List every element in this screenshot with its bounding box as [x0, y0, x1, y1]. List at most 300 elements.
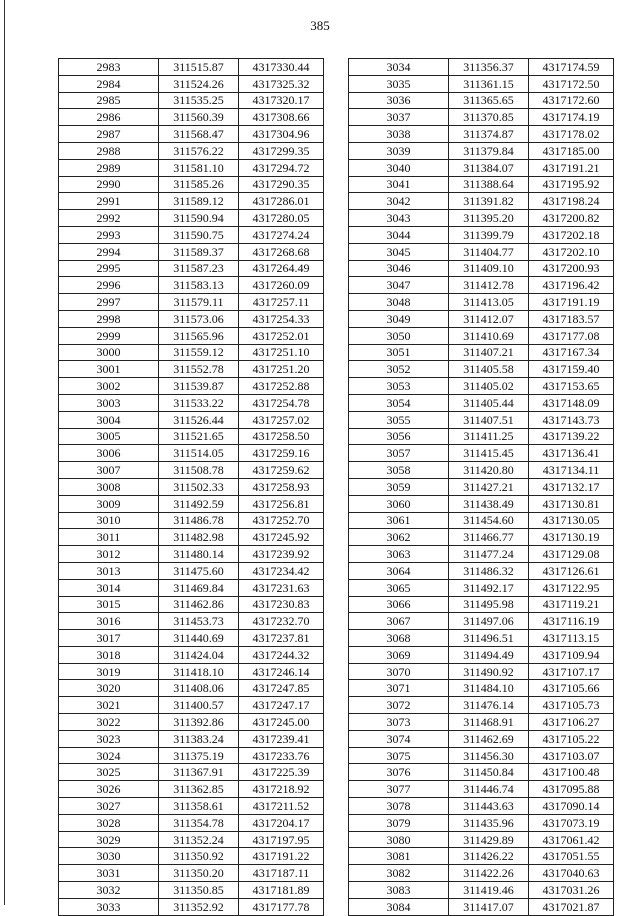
- point-number-cell: 3051: [349, 344, 449, 361]
- y-coordinate-cell: 4317258.93: [239, 478, 324, 495]
- point-number-cell: 3055: [349, 411, 449, 428]
- x-coordinate-cell: 311411.25: [449, 428, 529, 445]
- table-row: [59, 75, 324, 92]
- table-row: [59, 596, 324, 613]
- y-coordinate-cell: 4317191.19: [529, 294, 614, 311]
- table-row: [349, 697, 614, 714]
- table-row: [59, 680, 324, 697]
- x-coordinate-cell: 311405.58: [449, 361, 529, 378]
- y-coordinate-cell: 4317233.76: [239, 747, 324, 764]
- x-coordinate-cell: 311497.06: [449, 613, 529, 630]
- table-row: [349, 176, 614, 193]
- y-coordinate-cell: 4317122.95: [529, 579, 614, 596]
- point-number-cell: 3072: [349, 697, 449, 714]
- x-coordinate-cell: 311496.51: [449, 630, 529, 647]
- y-coordinate-cell: 4317254.78: [239, 394, 324, 411]
- y-coordinate-cell: 4317187.11: [239, 865, 324, 882]
- x-coordinate-cell: 311400.57: [159, 697, 239, 714]
- x-coordinate-cell: 311438.49: [449, 495, 529, 512]
- point-number-cell: 3076: [349, 764, 449, 781]
- x-coordinate-cell: 311456.30: [449, 747, 529, 764]
- point-number-cell: 3042: [349, 193, 449, 210]
- y-coordinate-cell: 4317051.55: [529, 848, 614, 865]
- y-coordinate-cell: 4317247.17: [239, 697, 324, 714]
- x-coordinate-cell: 311502.33: [159, 478, 239, 495]
- y-coordinate-cell: 4317256.81: [239, 495, 324, 512]
- x-coordinate-cell: 311560.39: [159, 109, 239, 126]
- y-coordinate-cell: 4317245.00: [239, 714, 324, 731]
- table-row: [59, 411, 324, 428]
- x-coordinate-cell: 311490.92: [449, 663, 529, 680]
- point-number-cell: 3069: [349, 646, 449, 663]
- point-number-cell: 3021: [59, 697, 159, 714]
- x-coordinate-cell: 311352.24: [159, 831, 239, 848]
- x-coordinate-cell: 311590.94: [159, 210, 239, 227]
- point-number-cell: 3003: [59, 394, 159, 411]
- table-row: [59, 546, 324, 563]
- y-coordinate-cell: 4317286.01: [239, 193, 324, 210]
- x-coordinate-cell: 311469.84: [159, 579, 239, 596]
- point-number-cell: 2987: [59, 126, 159, 143]
- table-row: [59, 277, 324, 294]
- point-number-cell: 3016: [59, 613, 159, 630]
- table-row: [59, 176, 324, 193]
- x-coordinate-cell: 311576.22: [159, 142, 239, 159]
- y-coordinate-cell: 4317308.66: [239, 109, 324, 126]
- point-number-cell: 3034: [349, 59, 449, 76]
- x-coordinate-cell: 311568.47: [159, 126, 239, 143]
- point-number-cell: 2988: [59, 142, 159, 159]
- table-row: [349, 75, 614, 92]
- point-number-cell: 3061: [349, 512, 449, 529]
- x-coordinate-cell: 311391.82: [449, 193, 529, 210]
- x-coordinate-cell: 311429.89: [449, 831, 529, 848]
- y-coordinate-cell: 4317174.59: [529, 59, 614, 76]
- y-coordinate-cell: 4317202.18: [529, 226, 614, 243]
- y-coordinate-cell: 4317254.33: [239, 310, 324, 327]
- coordinates-table-right: [348, 58, 614, 916]
- y-coordinate-cell: 4317247.85: [239, 680, 324, 697]
- table-row: [59, 59, 324, 76]
- x-coordinate-cell: 311404.77: [449, 243, 529, 260]
- x-coordinate-cell: 311581.10: [159, 159, 239, 176]
- table-row: [59, 361, 324, 378]
- y-coordinate-cell: 4317116.19: [529, 613, 614, 630]
- point-number-cell: 3059: [349, 478, 449, 495]
- x-coordinate-cell: 311590.75: [159, 226, 239, 243]
- x-coordinate-cell: 311362.85: [159, 781, 239, 798]
- x-coordinate-cell: 311392.86: [159, 714, 239, 731]
- point-number-cell: 3001: [59, 361, 159, 378]
- x-coordinate-cell: 311352.92: [159, 898, 239, 915]
- x-coordinate-cell: 311407.21: [449, 344, 529, 361]
- table-row: [59, 327, 324, 344]
- table-row: [59, 478, 324, 495]
- x-coordinate-cell: 311492.59: [159, 495, 239, 512]
- point-number-cell: 3014: [59, 579, 159, 596]
- point-number-cell: 3047: [349, 277, 449, 294]
- y-coordinate-cell: 4317031.26: [529, 882, 614, 899]
- x-coordinate-cell: 311388.64: [449, 176, 529, 193]
- y-coordinate-cell: 4317230.83: [239, 596, 324, 613]
- table-row: [349, 546, 614, 563]
- table-row: [349, 512, 614, 529]
- y-coordinate-cell: 4317130.05: [529, 512, 614, 529]
- x-coordinate-cell: 311585.26: [159, 176, 239, 193]
- y-coordinate-cell: 4317320.17: [239, 92, 324, 109]
- table-row: [59, 781, 324, 798]
- x-coordinate-cell: 311418.10: [159, 663, 239, 680]
- table-row: [349, 865, 614, 882]
- table-row: [349, 798, 614, 815]
- point-number-cell: 3028: [59, 814, 159, 831]
- table-row: [59, 512, 324, 529]
- y-coordinate-cell: 4317109.94: [529, 646, 614, 663]
- x-coordinate-cell: 311468.91: [449, 714, 529, 731]
- table-row: [59, 764, 324, 781]
- point-number-cell: 3005: [59, 428, 159, 445]
- point-number-cell: 3030: [59, 848, 159, 865]
- table-row: [349, 898, 614, 915]
- y-coordinate-cell: 4317073.19: [529, 814, 614, 831]
- x-coordinate-cell: 311422.26: [449, 865, 529, 882]
- x-coordinate-cell: 311462.69: [449, 730, 529, 747]
- x-coordinate-cell: 311420.80: [449, 462, 529, 479]
- x-coordinate-cell: 311494.49: [449, 646, 529, 663]
- y-coordinate-cell: 4317251.10: [239, 344, 324, 361]
- point-number-cell: 2999: [59, 327, 159, 344]
- y-coordinate-cell: 4317159.40: [529, 361, 614, 378]
- y-coordinate-cell: 4317202.10: [529, 243, 614, 260]
- y-coordinate-cell: 4317264.49: [239, 260, 324, 277]
- x-coordinate-cell: 311587.23: [159, 260, 239, 277]
- y-coordinate-cell: 4317191.21: [529, 159, 614, 176]
- table-row: [59, 445, 324, 462]
- y-coordinate-cell: 4317178.02: [529, 126, 614, 143]
- x-coordinate-cell: 311535.25: [159, 92, 239, 109]
- point-number-cell: 2993: [59, 226, 159, 243]
- point-number-cell: 3017: [59, 630, 159, 647]
- x-coordinate-cell: 311524.26: [159, 75, 239, 92]
- point-number-cell: 3023: [59, 730, 159, 747]
- x-coordinate-cell: 311419.46: [449, 882, 529, 899]
- x-coordinate-cell: 311379.84: [449, 142, 529, 159]
- table-row: [349, 277, 614, 294]
- y-coordinate-cell: 4317290.35: [239, 176, 324, 193]
- point-number-cell: 2992: [59, 210, 159, 227]
- x-coordinate-cell: 311440.69: [159, 630, 239, 647]
- point-number-cell: 3039: [349, 142, 449, 159]
- table-row: [349, 260, 614, 277]
- table-row: [59, 243, 324, 260]
- x-coordinate-cell: 311462.86: [159, 596, 239, 613]
- y-coordinate-cell: 4317174.19: [529, 109, 614, 126]
- x-coordinate-cell: 311410.69: [449, 327, 529, 344]
- y-coordinate-cell: 4317148.09: [529, 394, 614, 411]
- table-row: [349, 680, 614, 697]
- x-coordinate-cell: 311417.07: [449, 898, 529, 915]
- point-number-cell: 3013: [59, 562, 159, 579]
- point-number-cell: 3041: [349, 176, 449, 193]
- y-coordinate-cell: 4317090.14: [529, 798, 614, 815]
- x-coordinate-cell: 311374.87: [449, 126, 529, 143]
- table-row: [59, 529, 324, 546]
- y-coordinate-cell: 4317274.24: [239, 226, 324, 243]
- x-coordinate-cell: 311424.04: [159, 646, 239, 663]
- x-coordinate-cell: 311589.12: [159, 193, 239, 210]
- point-number-cell: 3075: [349, 747, 449, 764]
- table-row: [59, 613, 324, 630]
- table-row: [59, 142, 324, 159]
- point-number-cell: 3058: [349, 462, 449, 479]
- table-row: [349, 831, 614, 848]
- y-coordinate-cell: 4317244.32: [239, 646, 324, 663]
- y-coordinate-cell: 4317246.14: [239, 663, 324, 680]
- x-coordinate-cell: 311515.87: [159, 59, 239, 76]
- x-coordinate-cell: 311405.44: [449, 394, 529, 411]
- y-coordinate-cell: 4317021.87: [529, 898, 614, 915]
- x-coordinate-cell: 311413.05: [449, 294, 529, 311]
- y-coordinate-cell: 4317200.82: [529, 210, 614, 227]
- y-coordinate-cell: 4317211.52: [239, 798, 324, 815]
- y-coordinate-cell: 4317197.95: [239, 831, 324, 848]
- x-coordinate-cell: 311350.85: [159, 882, 239, 899]
- table-row: [59, 126, 324, 143]
- table-row: [59, 898, 324, 915]
- point-number-cell: 3063: [349, 546, 449, 563]
- table-row: [349, 764, 614, 781]
- x-coordinate-cell: 311370.85: [449, 109, 529, 126]
- point-number-cell: 3071: [349, 680, 449, 697]
- table-row: [349, 109, 614, 126]
- table-row: [349, 361, 614, 378]
- point-number-cell: 3079: [349, 814, 449, 831]
- x-coordinate-cell: 311495.98: [449, 596, 529, 613]
- table-row: [59, 462, 324, 479]
- x-coordinate-cell: 311435.96: [449, 814, 529, 831]
- point-number-cell: 3008: [59, 478, 159, 495]
- x-coordinate-cell: 311482.98: [159, 529, 239, 546]
- x-coordinate-cell: 311552.78: [159, 361, 239, 378]
- x-coordinate-cell: 311384.07: [449, 159, 529, 176]
- x-coordinate-cell: 311589.37: [159, 243, 239, 260]
- point-number-cell: 3066: [349, 596, 449, 613]
- point-number-cell: 3012: [59, 546, 159, 563]
- table-row: [349, 294, 614, 311]
- table-row: [59, 747, 324, 764]
- point-number-cell: 3068: [349, 630, 449, 647]
- y-coordinate-cell: 4317245.92: [239, 529, 324, 546]
- x-coordinate-cell: 311583.13: [159, 277, 239, 294]
- point-number-cell: 3074: [349, 730, 449, 747]
- table-row: [59, 697, 324, 714]
- point-number-cell: 3009: [59, 495, 159, 512]
- table-row: [349, 462, 614, 479]
- point-number-cell: 3050: [349, 327, 449, 344]
- point-number-cell: 3062: [349, 529, 449, 546]
- point-number-cell: 3065: [349, 579, 449, 596]
- x-coordinate-cell: 311533.22: [159, 394, 239, 411]
- point-number-cell: 2983: [59, 59, 159, 76]
- table-row: [349, 882, 614, 899]
- point-number-cell: 3081: [349, 848, 449, 865]
- y-coordinate-cell: 4317040.63: [529, 865, 614, 882]
- point-number-cell: 2995: [59, 260, 159, 277]
- x-coordinate-cell: 311484.10: [449, 680, 529, 697]
- y-coordinate-cell: 4317200.93: [529, 260, 614, 277]
- point-number-cell: 2990: [59, 176, 159, 193]
- point-number-cell: 3010: [59, 512, 159, 529]
- table-row: [349, 327, 614, 344]
- x-coordinate-cell: 311521.65: [159, 428, 239, 445]
- table-row: [349, 646, 614, 663]
- point-number-cell: 3077: [349, 781, 449, 798]
- point-number-cell: 3056: [349, 428, 449, 445]
- y-coordinate-cell: 4317132.17: [529, 478, 614, 495]
- table-row: [59, 714, 324, 731]
- y-coordinate-cell: 4317259.16: [239, 445, 324, 462]
- table-row: [59, 831, 324, 848]
- point-number-cell: 3048: [349, 294, 449, 311]
- point-number-cell: 3002: [59, 378, 159, 395]
- page-number: 385: [310, 18, 330, 33]
- table-row: [59, 814, 324, 831]
- y-coordinate-cell: 4317330.44: [239, 59, 324, 76]
- table-row: [349, 445, 614, 462]
- table-row: [59, 109, 324, 126]
- table-row: [349, 848, 614, 865]
- point-number-cell: 3054: [349, 394, 449, 411]
- table-row: [349, 714, 614, 731]
- table-row: [59, 428, 324, 445]
- y-coordinate-cell: 4317172.50: [529, 75, 614, 92]
- table-row: [59, 344, 324, 361]
- x-coordinate-cell: 311443.63: [449, 798, 529, 815]
- x-coordinate-cell: 311427.21: [449, 478, 529, 495]
- x-coordinate-cell: 311409.10: [449, 260, 529, 277]
- x-coordinate-cell: 311426.22: [449, 848, 529, 865]
- x-coordinate-cell: 311354.78: [159, 814, 239, 831]
- table-row: [349, 411, 614, 428]
- y-coordinate-cell: 4317113.15: [529, 630, 614, 647]
- y-coordinate-cell: 4317129.08: [529, 546, 614, 563]
- y-coordinate-cell: 4317183.57: [529, 310, 614, 327]
- point-number-cell: 3026: [59, 781, 159, 798]
- y-coordinate-cell: 4317257.11: [239, 294, 324, 311]
- x-coordinate-cell: 311361.15: [449, 75, 529, 92]
- y-coordinate-cell: 4317195.92: [529, 176, 614, 193]
- y-coordinate-cell: 4317239.41: [239, 730, 324, 747]
- x-coordinate-cell: 311356.37: [449, 59, 529, 76]
- page-edge-line: [4, 0, 5, 905]
- point-number-cell: 3022: [59, 714, 159, 731]
- point-number-cell: 3080: [349, 831, 449, 848]
- y-coordinate-cell: 4317181.89: [239, 882, 324, 899]
- table-row: [349, 159, 614, 176]
- point-number-cell: 3006: [59, 445, 159, 462]
- table-row: [349, 126, 614, 143]
- point-number-cell: 3060: [349, 495, 449, 512]
- point-number-cell: 3007: [59, 462, 159, 479]
- table-row: [349, 142, 614, 159]
- point-number-cell: 3067: [349, 613, 449, 630]
- table-row: [349, 781, 614, 798]
- y-coordinate-cell: 4317252.70: [239, 512, 324, 529]
- y-coordinate-cell: 4317294.72: [239, 159, 324, 176]
- table-row: [349, 613, 614, 630]
- point-number-cell: 3078: [349, 798, 449, 815]
- point-number-cell: 3036: [349, 92, 449, 109]
- point-number-cell: 3053: [349, 378, 449, 395]
- x-coordinate-cell: 311466.77: [449, 529, 529, 546]
- table-row: [349, 478, 614, 495]
- x-coordinate-cell: 311350.20: [159, 865, 239, 882]
- y-coordinate-cell: 4317134.11: [529, 462, 614, 479]
- y-coordinate-cell: 4317095.88: [529, 781, 614, 798]
- table-row: [59, 562, 324, 579]
- coordinates-table-left: [58, 58, 324, 916]
- x-coordinate-cell: 311454.60: [449, 512, 529, 529]
- y-coordinate-cell: 4317234.42: [239, 562, 324, 579]
- point-number-cell: 3057: [349, 445, 449, 462]
- y-coordinate-cell: 4317204.17: [239, 814, 324, 831]
- point-number-cell: 3004: [59, 411, 159, 428]
- table-row: [349, 226, 614, 243]
- y-coordinate-cell: 4317304.96: [239, 126, 324, 143]
- y-coordinate-cell: 4317325.32: [239, 75, 324, 92]
- x-coordinate-cell: 311453.73: [159, 613, 239, 630]
- table-row: [59, 663, 324, 680]
- y-coordinate-cell: 4317268.68: [239, 243, 324, 260]
- table-row: [59, 378, 324, 395]
- point-number-cell: 3040: [349, 159, 449, 176]
- point-number-cell: 3035: [349, 75, 449, 92]
- point-number-cell: 2985: [59, 92, 159, 109]
- x-coordinate-cell: 311480.14: [159, 546, 239, 563]
- x-coordinate-cell: 311399.79: [449, 226, 529, 243]
- y-coordinate-cell: 4317119.21: [529, 596, 614, 613]
- point-number-cell: 2997: [59, 294, 159, 311]
- x-coordinate-cell: 311408.06: [159, 680, 239, 697]
- y-coordinate-cell: 4317107.17: [529, 663, 614, 680]
- point-number-cell: 3064: [349, 562, 449, 579]
- x-coordinate-cell: 311405.02: [449, 378, 529, 395]
- y-coordinate-cell: 4317258.50: [239, 428, 324, 445]
- x-coordinate-cell: 311539.87: [159, 378, 239, 395]
- point-number-cell: 3038: [349, 126, 449, 143]
- x-coordinate-cell: 311383.24: [159, 730, 239, 747]
- y-coordinate-cell: 4317257.02: [239, 411, 324, 428]
- point-number-cell: 3046: [349, 260, 449, 277]
- point-number-cell: 2984: [59, 75, 159, 92]
- y-coordinate-cell: 4317196.42: [529, 277, 614, 294]
- y-coordinate-cell: 4317143.73: [529, 411, 614, 428]
- table-row: [349, 210, 614, 227]
- x-coordinate-cell: 311415.45: [449, 445, 529, 462]
- point-number-cell: 3019: [59, 663, 159, 680]
- y-coordinate-cell: 4317136.41: [529, 445, 614, 462]
- x-coordinate-cell: 311412.78: [449, 277, 529, 294]
- y-coordinate-cell: 4317105.73: [529, 697, 614, 714]
- y-coordinate-cell: 4317100.48: [529, 764, 614, 781]
- y-coordinate-cell: 4317198.24: [529, 193, 614, 210]
- point-number-cell: 3043: [349, 210, 449, 227]
- x-coordinate-cell: 311395.20: [449, 210, 529, 227]
- table-row: [349, 344, 614, 361]
- table-row: [59, 260, 324, 277]
- table-row: [349, 495, 614, 512]
- x-coordinate-cell: 311475.60: [159, 562, 239, 579]
